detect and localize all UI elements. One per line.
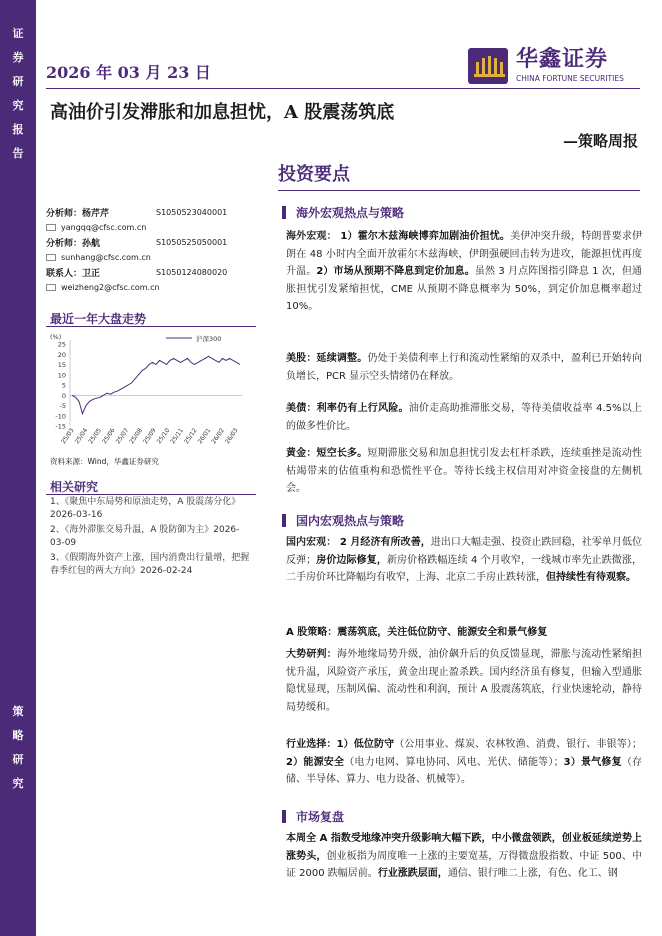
analyst-name: 分析师：杨芹芹 xyxy=(46,208,110,219)
x-tick-label: 25/04 xyxy=(73,427,90,446)
y-tick-label: 15 xyxy=(57,361,66,369)
x-tick-label: 26/02 xyxy=(210,427,226,446)
market-review-paragraph: 本周全 A 指数受地缘冲突升级影响大幅下跌，中小微盘领跌，创业板延续逆势上涨势头，创业板指为周度唯一上涨的主要宽基，万得微盘股指数、中证 500、中证 2000 跌幅居前。行业涨跌层面，通信、银行唯二上涨，有色、化工、钢 xyxy=(286,833,643,879)
logo-mark-icon xyxy=(468,48,508,84)
logo-text-en: CHINA FORTUNE SECURITIES xyxy=(516,74,624,83)
x-tick-label: 25/08 xyxy=(128,427,144,446)
analyst-email[interactable]: weizheng2@cfsc.com.cn xyxy=(61,282,160,292)
y-tick-label: -5 xyxy=(59,402,66,410)
chart-unit-label: (%) xyxy=(50,333,62,341)
analyst-cert: S1050525050001 xyxy=(156,237,228,247)
x-tick-label: 25/11 xyxy=(169,427,185,446)
chart-heading-divider xyxy=(46,326,256,327)
domestic-heading: 国内宏观热点与策略 xyxy=(282,512,404,529)
x-tick-label: 25/09 xyxy=(141,427,158,446)
analyst-cert: S1050124080020 xyxy=(156,267,228,277)
analyst-list xyxy=(46,204,256,294)
section-divider xyxy=(278,190,640,191)
related-heading-divider xyxy=(46,494,256,495)
series-line-hs300 xyxy=(72,356,240,413)
mail-icon xyxy=(46,284,56,291)
y-tick-label: -10 xyxy=(55,412,66,421)
report-subtitle: —策略周报 xyxy=(562,132,638,150)
sidebar-category: 策 略 研 究 xyxy=(12,705,24,790)
analyst-row xyxy=(46,204,256,220)
analyst-row xyxy=(46,264,256,280)
market-trend-chart xyxy=(46,330,256,454)
analyst-email[interactable]: yangqq@cfsc.com.cn xyxy=(61,222,147,232)
y-tick-label: 20 xyxy=(57,350,66,359)
related-heading: 相关研究 xyxy=(50,480,99,494)
related-item[interactable]: 1、《聚焦中东局势和原油走势，A 股震荡分化》2026-03-16 xyxy=(50,497,241,520)
analyst-cert: S1050523040001 xyxy=(156,207,228,217)
us-bonds-paragraph: 美债：利率仍有上行风险。油价走高助推滞胀交易，等待美债收益率 4.5%以上的做多性价比。 xyxy=(286,403,642,432)
analyst-name: 分析师：孙航 xyxy=(46,238,101,249)
heading-bar xyxy=(282,206,286,219)
domestic-macro-paragraph: 国内宏观： 2 月经济有所改善，进出口大幅走强、投资止跌回稳，社零单月低位反弹；房价边际修复，新房价格跌幅连续 4 个月收窄，一线城市率先止跌微涨，二手房价环比降幅均有收窄，上海、北京二手房止跌转涨，但持续性有待观察。 xyxy=(286,537,642,583)
y-tick-label: -15 xyxy=(55,422,66,431)
y-tick-label: 5 xyxy=(61,381,66,390)
sidebar-report-type: 证 券 研 究 报 告 xyxy=(12,27,24,160)
us-stocks-paragraph: 美股：延续调整。仍处于美债利率上行和流动性紧缩的双杀中，盈利已开始转向负增长，PCR 显示空头情绪仍在释放。 xyxy=(286,353,643,382)
mail-icon xyxy=(46,224,56,231)
a-share-strategy-line: A 股策略：震荡筑底，关注低位防守、能源安全和景气修复 xyxy=(286,627,548,638)
related-list xyxy=(50,496,250,580)
x-tick-label: 25/10 xyxy=(155,427,172,446)
heading-bar xyxy=(282,514,286,527)
sector-selection-paragraph: 行业选择：1）低位防守（公用事业、煤炭、农林牧渔、消费、银行、非银等）；2）能源安全（电力电网、算电协同、风电、光伏、储能等）；3）景气修复（存储、半导体、算力、电力设备、机械等）。 xyxy=(286,739,643,785)
x-tick-label: 25/03 xyxy=(59,427,76,446)
gold-paragraph: 黄金：短空长多。短期滞胀交易和加息担忧引发去杠杆杀跌，连续重挫是流动性枯竭带来的估值重构和恐慌性平仓。等待长线主权信用对冲资金接盘的左侧机会。 xyxy=(286,448,643,494)
x-tick-label: 26/01 xyxy=(196,427,213,446)
chart-source: 资料来源：Wind，华鑫证券研究 xyxy=(50,457,159,466)
analyst-email-row xyxy=(46,280,256,294)
overseas-macro-paragraph: 海外宏观： 1）霍尔木兹海峡博弈加剧油价担忧。美伊冲突升级，特朗普要求伊朗在 48 小时内全面开放霍尔木兹海峡，伊朗强硬回击转为进攻，能源担忧再度升温。2）市场从预期不降息到定价加息。虽然 3 月点阵图指引降息 1 次，但通胀担忧引发紧缩担忧，CME 从预期不降息概率为 50%，到定价加息概率超过 10%。 xyxy=(286,231,643,312)
x-tick-label: 25/06 xyxy=(100,427,117,446)
y-tick-label: 10 xyxy=(57,371,66,380)
x-tick-label: 25/05 xyxy=(87,427,103,446)
analyst-email-row xyxy=(46,220,256,234)
market-review-heading: 市场复盘 xyxy=(282,808,344,825)
chart-heading: 最近一年大盘走势 xyxy=(50,312,147,326)
analyst-email-row xyxy=(46,250,256,264)
section-title: 投资要点 xyxy=(278,164,350,185)
x-tick-label: 26/03 xyxy=(223,427,240,446)
trend-judgement-paragraph: 大势研判：海外地缘局势升级，油价飙升后的负反馈显现，滞胀与流动性紧缩担忧升温，风险资产承压，黄金出现止盈杀跌。国内经济虽有修复，但输入型通胀隐忧显现，压制风偏、流动性和利润，预计 A 股震荡筑底，行业快速轮动，静待局势缓和。 xyxy=(286,649,643,713)
analyst-name: 联系人：卫正 xyxy=(46,268,101,279)
related-item[interactable]: 3、《假期海外资产上涨，国内消费出行量增，把握春季红包的两大方向》2026-02-24 xyxy=(50,553,250,576)
x-tick-label: 25/12 xyxy=(182,427,199,446)
y-tick-label: 0 xyxy=(61,391,66,400)
report-title: 高油价引发滞胀和加息担忧，A 股震荡筑底 xyxy=(50,102,395,123)
heading-bar xyxy=(282,810,286,823)
analyst-email[interactable]: sunhang@cfsc.com.cn xyxy=(61,252,151,262)
x-tick-label: 25/07 xyxy=(114,427,131,446)
report-date: 2026 年 03 月 23 日 xyxy=(46,63,211,82)
legend-label: 沪深300 xyxy=(196,335,222,343)
y-tick-label: 25 xyxy=(57,340,66,349)
related-item[interactable]: 2、《海外滞胀交易升温，A 股防御为主》2026-03-09 xyxy=(50,525,240,548)
header-divider xyxy=(46,88,640,89)
mail-icon xyxy=(46,254,56,261)
chart-svg xyxy=(46,330,256,454)
logo-text-cn: 华鑫证券 xyxy=(516,47,609,72)
company-logo xyxy=(468,42,648,90)
analyst-row xyxy=(46,234,256,250)
overseas-heading: 海外宏观热点与策略 xyxy=(282,204,404,221)
